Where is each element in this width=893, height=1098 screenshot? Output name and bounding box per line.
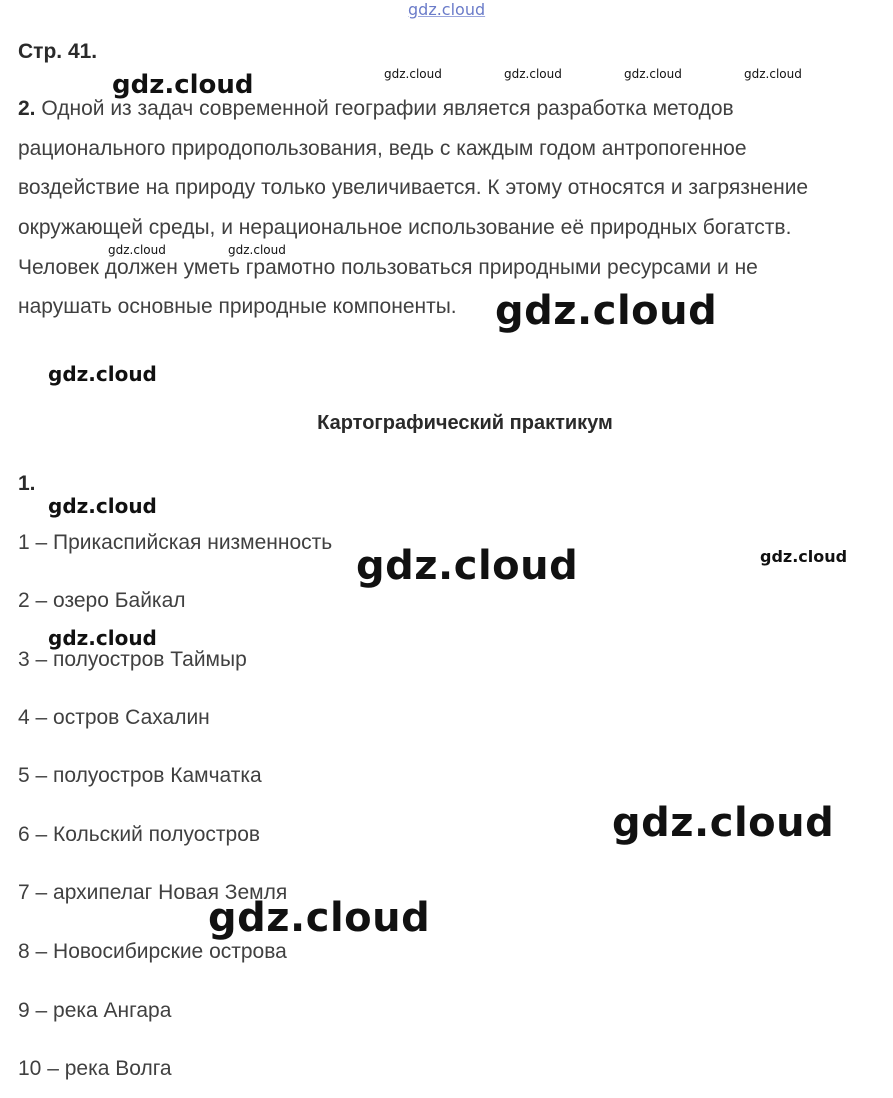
watermark: gdz.cloud <box>208 895 431 941</box>
watermark: gdz.cloud <box>384 67 442 81</box>
task2-line-2: рационального природопользования, ведь с каждым годом антропогенное <box>18 137 747 160</box>
list-item: 2 – озеро Байкал <box>18 589 186 612</box>
practicum-number: 1. <box>18 472 36 495</box>
list-item: 3 – полуостров Таймыр <box>18 648 247 671</box>
watermark: gdz.cloud <box>48 362 157 386</box>
list-item: 5 – полуостров Камчатка <box>18 764 262 787</box>
list-item: 1 – Прикаспийская низменность <box>18 531 333 554</box>
task2-line-5: Человек должен уметь грамотно пользоваться природными ресурсами и не <box>18 256 758 279</box>
watermark: gdz.cloud <box>612 800 835 846</box>
practicum-title: Картографический практикум <box>317 412 613 434</box>
watermark: gdz.cloud <box>48 626 157 650</box>
list-item: 7 – архипелаг Новая Земля <box>18 881 288 904</box>
watermark: gdz.cloud <box>624 67 682 81</box>
watermark: gdz.cloud <box>504 67 562 81</box>
list-item: 8 – Новосибирские острова <box>18 940 287 963</box>
watermark: gdz.cloud <box>228 243 286 257</box>
task2-line-1 <box>18 97 734 121</box>
watermark: gdz.cloud <box>112 70 254 100</box>
watermark: gdz.cloud <box>495 288 718 334</box>
list-item: 4 – остров Сахалин <box>18 706 210 729</box>
watermark: gdz.cloud <box>356 543 579 589</box>
task2-line-3: воздействие на природу только увеличивается. К этому относятся и загрязнение <box>18 176 809 199</box>
watermark: gdz.cloud <box>744 67 802 81</box>
task2-number: 2. <box>18 97 36 120</box>
list-item: 6 – Кольский полуостров <box>18 823 261 846</box>
task2-line-6: нарушать основные природные компоненты. <box>18 295 457 318</box>
list-item: 9 – река Ангара <box>18 999 172 1022</box>
watermark: gdz.cloud <box>760 547 848 566</box>
task2-text-1: Одной из задач современной географии является разработка методов <box>41 97 734 120</box>
watermark: gdz.cloud <box>108 243 166 257</box>
list-item: 10 – река Волга <box>18 1057 172 1080</box>
task2-line-4: окружающей среды, и нерациональное использование её природных богатств. <box>18 216 792 239</box>
watermark: gdz.cloud <box>48 494 157 518</box>
watermark-top-link[interactable]: gdz.cloud <box>408 0 486 19</box>
page-reference: Стр. 41. <box>18 40 98 63</box>
